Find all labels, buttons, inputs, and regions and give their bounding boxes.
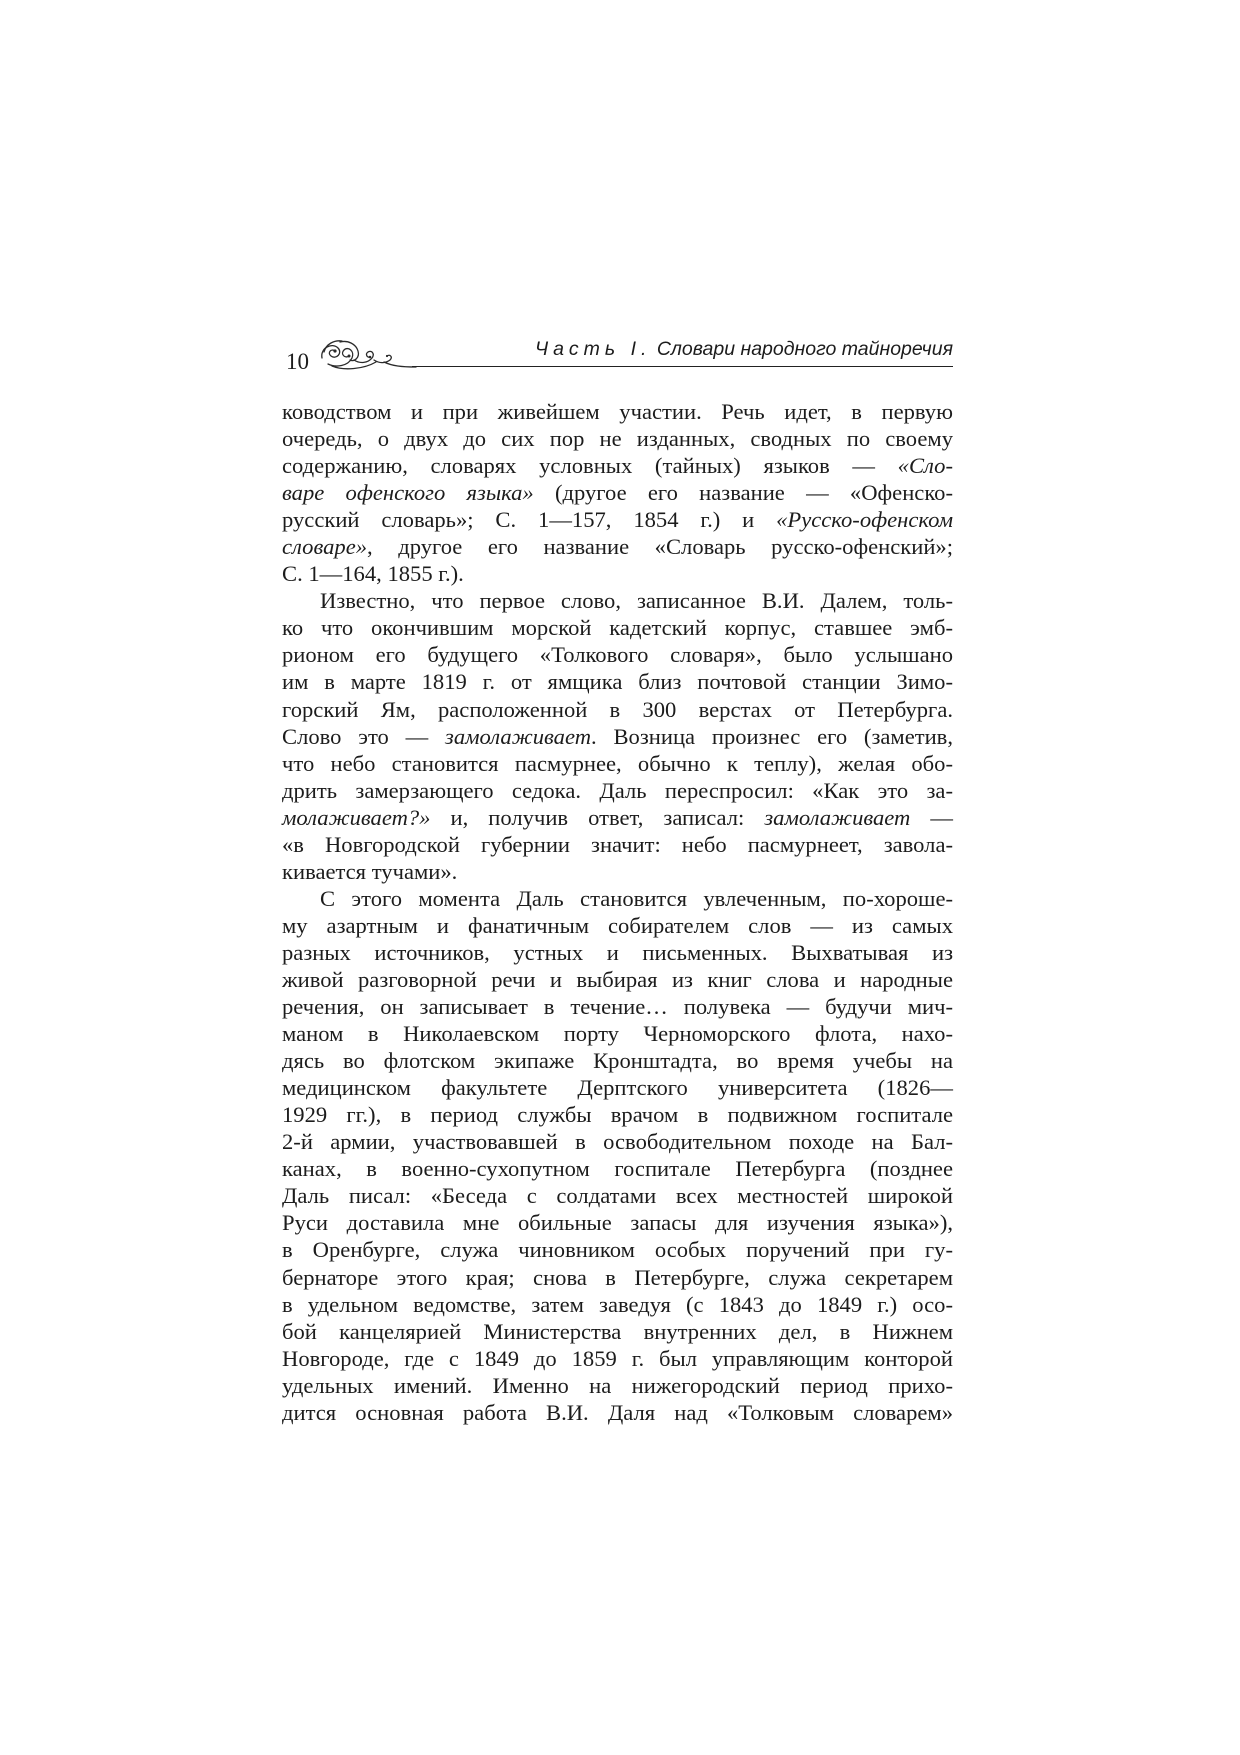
text-line: дясь во флотском экипаже Кронштадта, во время учебы на: [282, 1048, 953, 1074]
italic-term: «Сло-: [897, 453, 953, 479]
text-line: медицинском факультете Дерптского университета (1826—: [282, 1075, 953, 1101]
scroll-ornament-icon: [318, 338, 418, 370]
text-line: ко что окончившим морской кадетский корпус, ставшее эмб-: [282, 615, 953, 641]
text-line: дится основная работа В.И. Даля над «Толковым словарем»: [282, 1399, 953, 1425]
text-line: молаживает?» и, получив ответ, записал: замолаживает —: [282, 804, 953, 830]
italic-term: молаживает?»: [282, 804, 431, 830]
text-line: разных источников, устных и письменных. Выхватывая из: [282, 939, 953, 965]
text-line: дрить замерзающего седока. Даль переспросил: «Как это за-: [282, 777, 953, 803]
page-number: 10: [286, 349, 309, 374]
text-line: в удельном ведомстве, затем заведуя (с 1843 до 1849 г.) осо-: [282, 1291, 953, 1317]
text-line: рионом его будущего «Толкового словаря», было услышано: [282, 642, 953, 668]
text-line: Руси доставила мне обильные запасы для изучения языка»),: [282, 1210, 953, 1236]
text-line: Даль писал: «Беседа с солдатами всех местностей широкой: [282, 1183, 953, 1209]
italic-term: замолаживает: [445, 723, 592, 749]
text-line: удельных имений. Именно на нижегородский период прихо-: [282, 1372, 953, 1398]
text-line: что небо становится пасмурнее, обычно к теплу), желая обо-: [282, 750, 953, 776]
text-line: им в марте 1819 г. от ямщика близ почтовой станции Зимо-: [282, 669, 953, 695]
italic-term: словаре»: [282, 534, 368, 560]
text-line: бернаторе этого края; снова в Петербурге, служа секретарем: [282, 1264, 953, 1290]
running-header: [282, 336, 959, 376]
text-line: очередь, о двух до сих пор не изданных, сводных по своему: [282, 426, 953, 452]
chapter-title: Словари народного тайноречия: [656, 338, 953, 360]
text-line: бой канцелярией Министерства внутренних дел, в Нижнем: [282, 1318, 953, 1344]
text-line: речения, он записывает в течение… полувека — будучи мич-: [282, 994, 953, 1020]
text-line: ководством и при живейшем участии. Речь идет, в первую: [282, 399, 953, 424]
text-line: му азартным и фанатичным собирателем слов — из самых: [282, 912, 953, 938]
running-header-title: [535, 338, 953, 360]
text-line: русский словарь»; С. 1—157, 1854 г.) и «Русско-офенском: [282, 507, 953, 533]
text-line: 1929 гг.), в период службы врачом в подвижном госпитале: [282, 1102, 953, 1128]
text-line: содержанию, словарях условных (тайных) языков — «Сло-: [282, 453, 953, 479]
text-line: в Оренбурге, служа чиновником особых поручений при гу-: [282, 1237, 953, 1263]
text-line: канах, в военно-сухопутном госпитале Петербурга (позднее: [282, 1156, 953, 1182]
text-line: С. 1—164, 1855 г.).: [282, 561, 464, 587]
text-line: горский Ям, расположенной в 300 верстах от Петербурга.: [282, 696, 953, 722]
text-line: маном в Николаевском порту Черноморского флота, нахо-: [282, 1021, 953, 1047]
text-line: С этого момента Даль становится увлеченным, по-хороше-: [320, 885, 953, 911]
text-line: варе офенского языка» (другое его название — «Офенско-: [282, 480, 953, 506]
text-line: Слово это — замолаживает. Возница произнес его (заметив,: [282, 723, 953, 749]
italic-term: варе офенского языка»: [282, 480, 534, 506]
part-label: Часть I.: [534, 338, 652, 360]
text-line: кивается тучами».: [282, 858, 458, 884]
italic-term: «Русско-офенском: [776, 507, 953, 533]
italic-term: замолаживает: [764, 804, 911, 830]
text-line: 2-й армии, участвовавшей в освободительном походе на Бал-: [282, 1129, 953, 1155]
text-line: «в Новгородской губернии значит: небо пасмурнеет, завола-: [282, 831, 953, 857]
text-line: Известно, что первое слово, записанное В.И. Далем, толь-: [320, 588, 953, 614]
header-rule: [412, 366, 953, 367]
text-line: словаре», другое его название «Словарь русско-офенский»;: [282, 534, 953, 560]
text-line: живой разговорной речи и выбирая из книг слова и народные: [282, 966, 953, 992]
body-text: [282, 398, 953, 1426]
text-line: Новгороде, где с 1849 до 1859 г. был управляющим конторой: [282, 1345, 953, 1371]
